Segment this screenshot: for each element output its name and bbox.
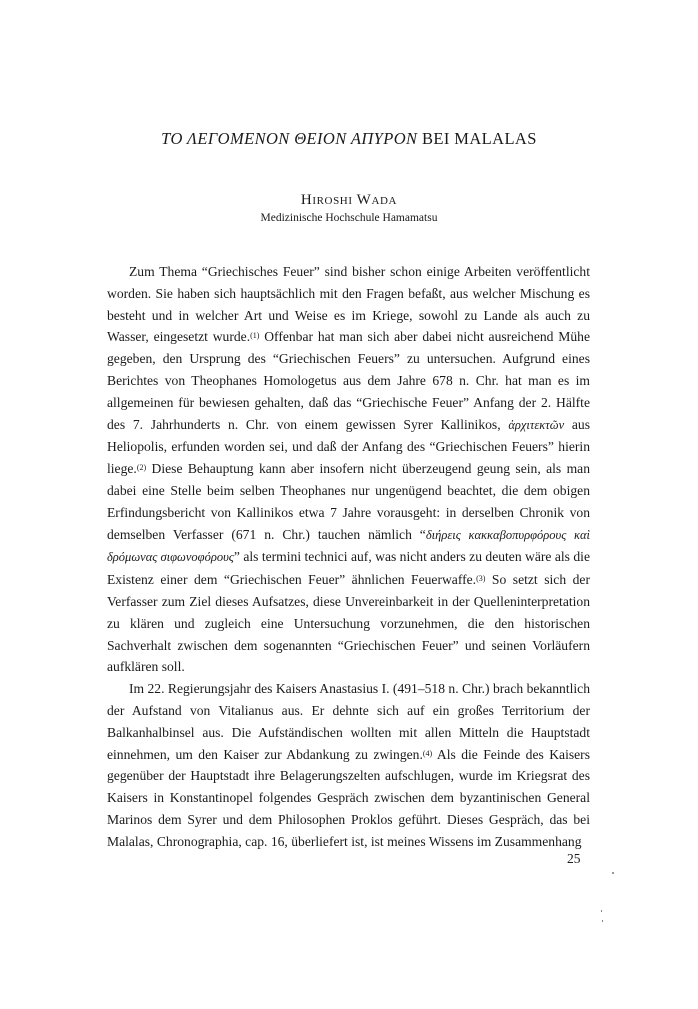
text-span: Offenbar hat man sich aber dabei nicht ausreichend Mühe gegeben, den Ursprung des “Griechischen Feuers” zu untersuchen. Aufgrund eines Berichtes von Theophanes Homologetus aus dem Jahre 678 n. Chr. hat man es im allgemeinen für bewiesen gehalten, daß das “Griechische Feuer” Anfang der 2. Hälfte des 7. Jahrhunderts n. Chr. von einem gewissen Syrer Kallinikos, (107, 329, 590, 432)
footnote-ref-3[interactable]: (3) (476, 574, 486, 584)
footnote-ref-4[interactable]: (4) (422, 748, 433, 758)
title-greek: ΤΟ ΛΕΓΟΜΕΝΟΝ ΘΕΙΟΝ ΑΠΥΡΟΝ (161, 129, 418, 148)
text-span: aus Heliopolis, erfunden worden sei, und daß der Anfang des “Griechischen Feuers” hierin liege. (107, 416, 590, 477)
article-title (0, 129, 698, 149)
paragraph-2 (107, 678, 590, 852)
scan-speck (601, 910, 602, 912)
scan-speck (602, 920, 603, 922)
article-body (107, 261, 590, 853)
text-span: ” als termini technici auf, was nicht anders zu deuten wäre als die Existenz einer dem “Griechischen Feuer” ähnlichen Feuerwaffe. (107, 549, 590, 588)
paragraph-1 (107, 261, 590, 678)
text-span: Im 22. Regierungsjahr des Kaisers Anastasius I. (491–518 n. Chr.) brach bekanntlich der Aufstand von Vitalianus aus. Er dehnte sich auf ein großes Territorium der Balkanhalbinsel aus. Die Aufständischen wollten mit allen Mitteln die Hauptstadt einnehmen, um den Kaiser zur Abdankung zu zwingen. (107, 681, 590, 762)
author-name: Hiroshi Wada (300, 192, 398, 208)
page-number: 25 (567, 851, 581, 866)
text-span: Als die Feinde des Kaisers gegenüber der Hauptstadt ihre Belagerungszelten aufschlugen, wurde im Kriegsrat des Kaisers in Konstantinopel folgendes Gespräch zwischen dem byzantinischen General Marinos dem Syrer und dem Philosophen Proklos geführt. Dieses Gespräch, das bei Malalas, Chronographia, cap. 16, überliefert ist, ist meines Wissens im Zusammenhang (107, 746, 590, 849)
text-span: So setzt sich der Verfasser zum Ziel dieses Aufsatzes, diese Unvereinbarkeit in der Quelleninterpretation zu klären und zugleich eine Untersuchung vorzunehmen, die den historischen Sachverhalt zwischen dem sogenannten “Griechischen Feuer” und seinen Vorläufern aufklären soll. (107, 572, 590, 675)
title-latin: BEI MALALAS (421, 129, 537, 148)
greek-term: ἀρχιτεκτῶν (508, 417, 565, 432)
footnote-ref-2[interactable]: (2) (136, 463, 147, 473)
greek-term: διήρεις κακκαβοπυρφόρους καὶ δρόμωνας σιφωνοφόρους (107, 527, 590, 565)
text-span: Diese Behauptung kann aber insofern nicht überzeugend geung sein, als man dabei eine Stelle beim selben Theophanes nur ungenügend beachtet, die dem obigen Erfindungsbericht von Kallinikos etwa 7 Jahre vorausgeht: in derselben Chronik von demselben Verfasser (671 n. Chr.) tauchen nämlich “ (107, 461, 590, 542)
footnote-ref-1[interactable]: (1) (250, 331, 260, 341)
scan-speck (612, 872, 614, 874)
text-span: Zum Thema “Griechisches Feuer” sind bisher schon einige Arbeiten veröffentlicht worden. Sie haben sich hauptsächlich mit den Fragen befaßt, aus welcher Mischung es besteht und in welcher Art und Weise es im Kriege, sowohl zu Lande als auch zu Wasser, eingesetzt wurde. (107, 264, 590, 345)
author-affiliation: Medizinische Hochschule Hamamatsu (260, 212, 438, 224)
